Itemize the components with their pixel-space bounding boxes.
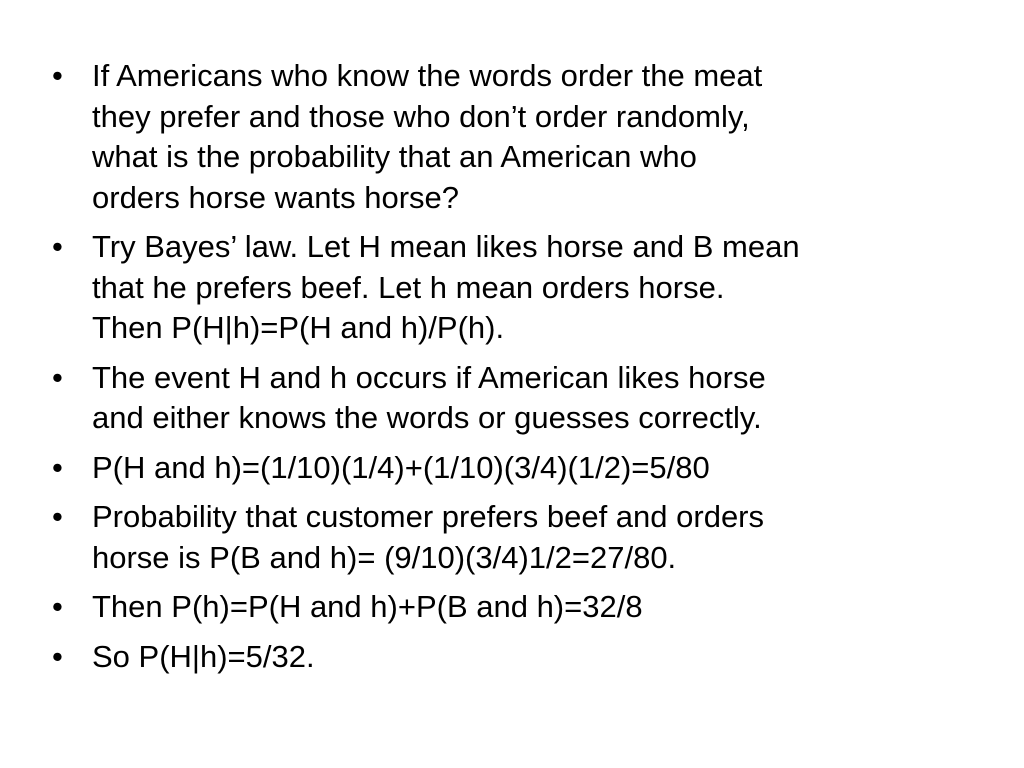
bullet-icon: •	[52, 499, 63, 534]
bullet-text: P(H and h)=(1/10)(1/4)+(1/10)(3/4)(1/2)=5/80	[92, 449, 710, 485]
bullet-item-p-h-and-h	[52, 448, 992, 489]
bullet-icon: •	[52, 58, 63, 93]
bullet-item-bayes-law	[52, 227, 992, 349]
bullet-text: Try Bayes’ law. Let H mean likes horse and B mean that he prefers beef. Let h mean orders horse. Then P(H|h)=P(H and h)/P(h).	[92, 229, 800, 345]
bullet-list	[52, 56, 992, 686]
bullet-icon: •	[52, 229, 63, 264]
bullet-text: If Americans who know the words order the meat they prefer and those who don’t order randomly, what is the probability that an American who orders horse wants horse?	[92, 58, 763, 215]
bullet-icon: •	[52, 589, 63, 624]
bullet-text: Probability that customer prefers beef and orders horse is P(B and h)= (9/10)(3/4)1/2=27/80.	[92, 499, 765, 575]
bullet-text: Then P(h)=P(H and h)+P(B and h)=32/8	[92, 589, 643, 624]
bullet-icon: •	[52, 638, 63, 674]
bullet-icon: •	[52, 359, 63, 395]
bullet-item-event	[52, 358, 992, 439]
bullet-item-question	[52, 56, 992, 218]
bullet-item-p-b-and-h	[52, 497, 992, 578]
bullet-text: The event H and h occurs if American likes horse and either knows the words or guesses correctly.	[92, 359, 766, 435]
bullet-item-p-h	[52, 587, 992, 628]
bullet-item-conclusion	[52, 637, 992, 678]
bullet-icon: •	[52, 449, 63, 485]
bullet-text: So P(H|h)=5/32.	[92, 638, 315, 674]
